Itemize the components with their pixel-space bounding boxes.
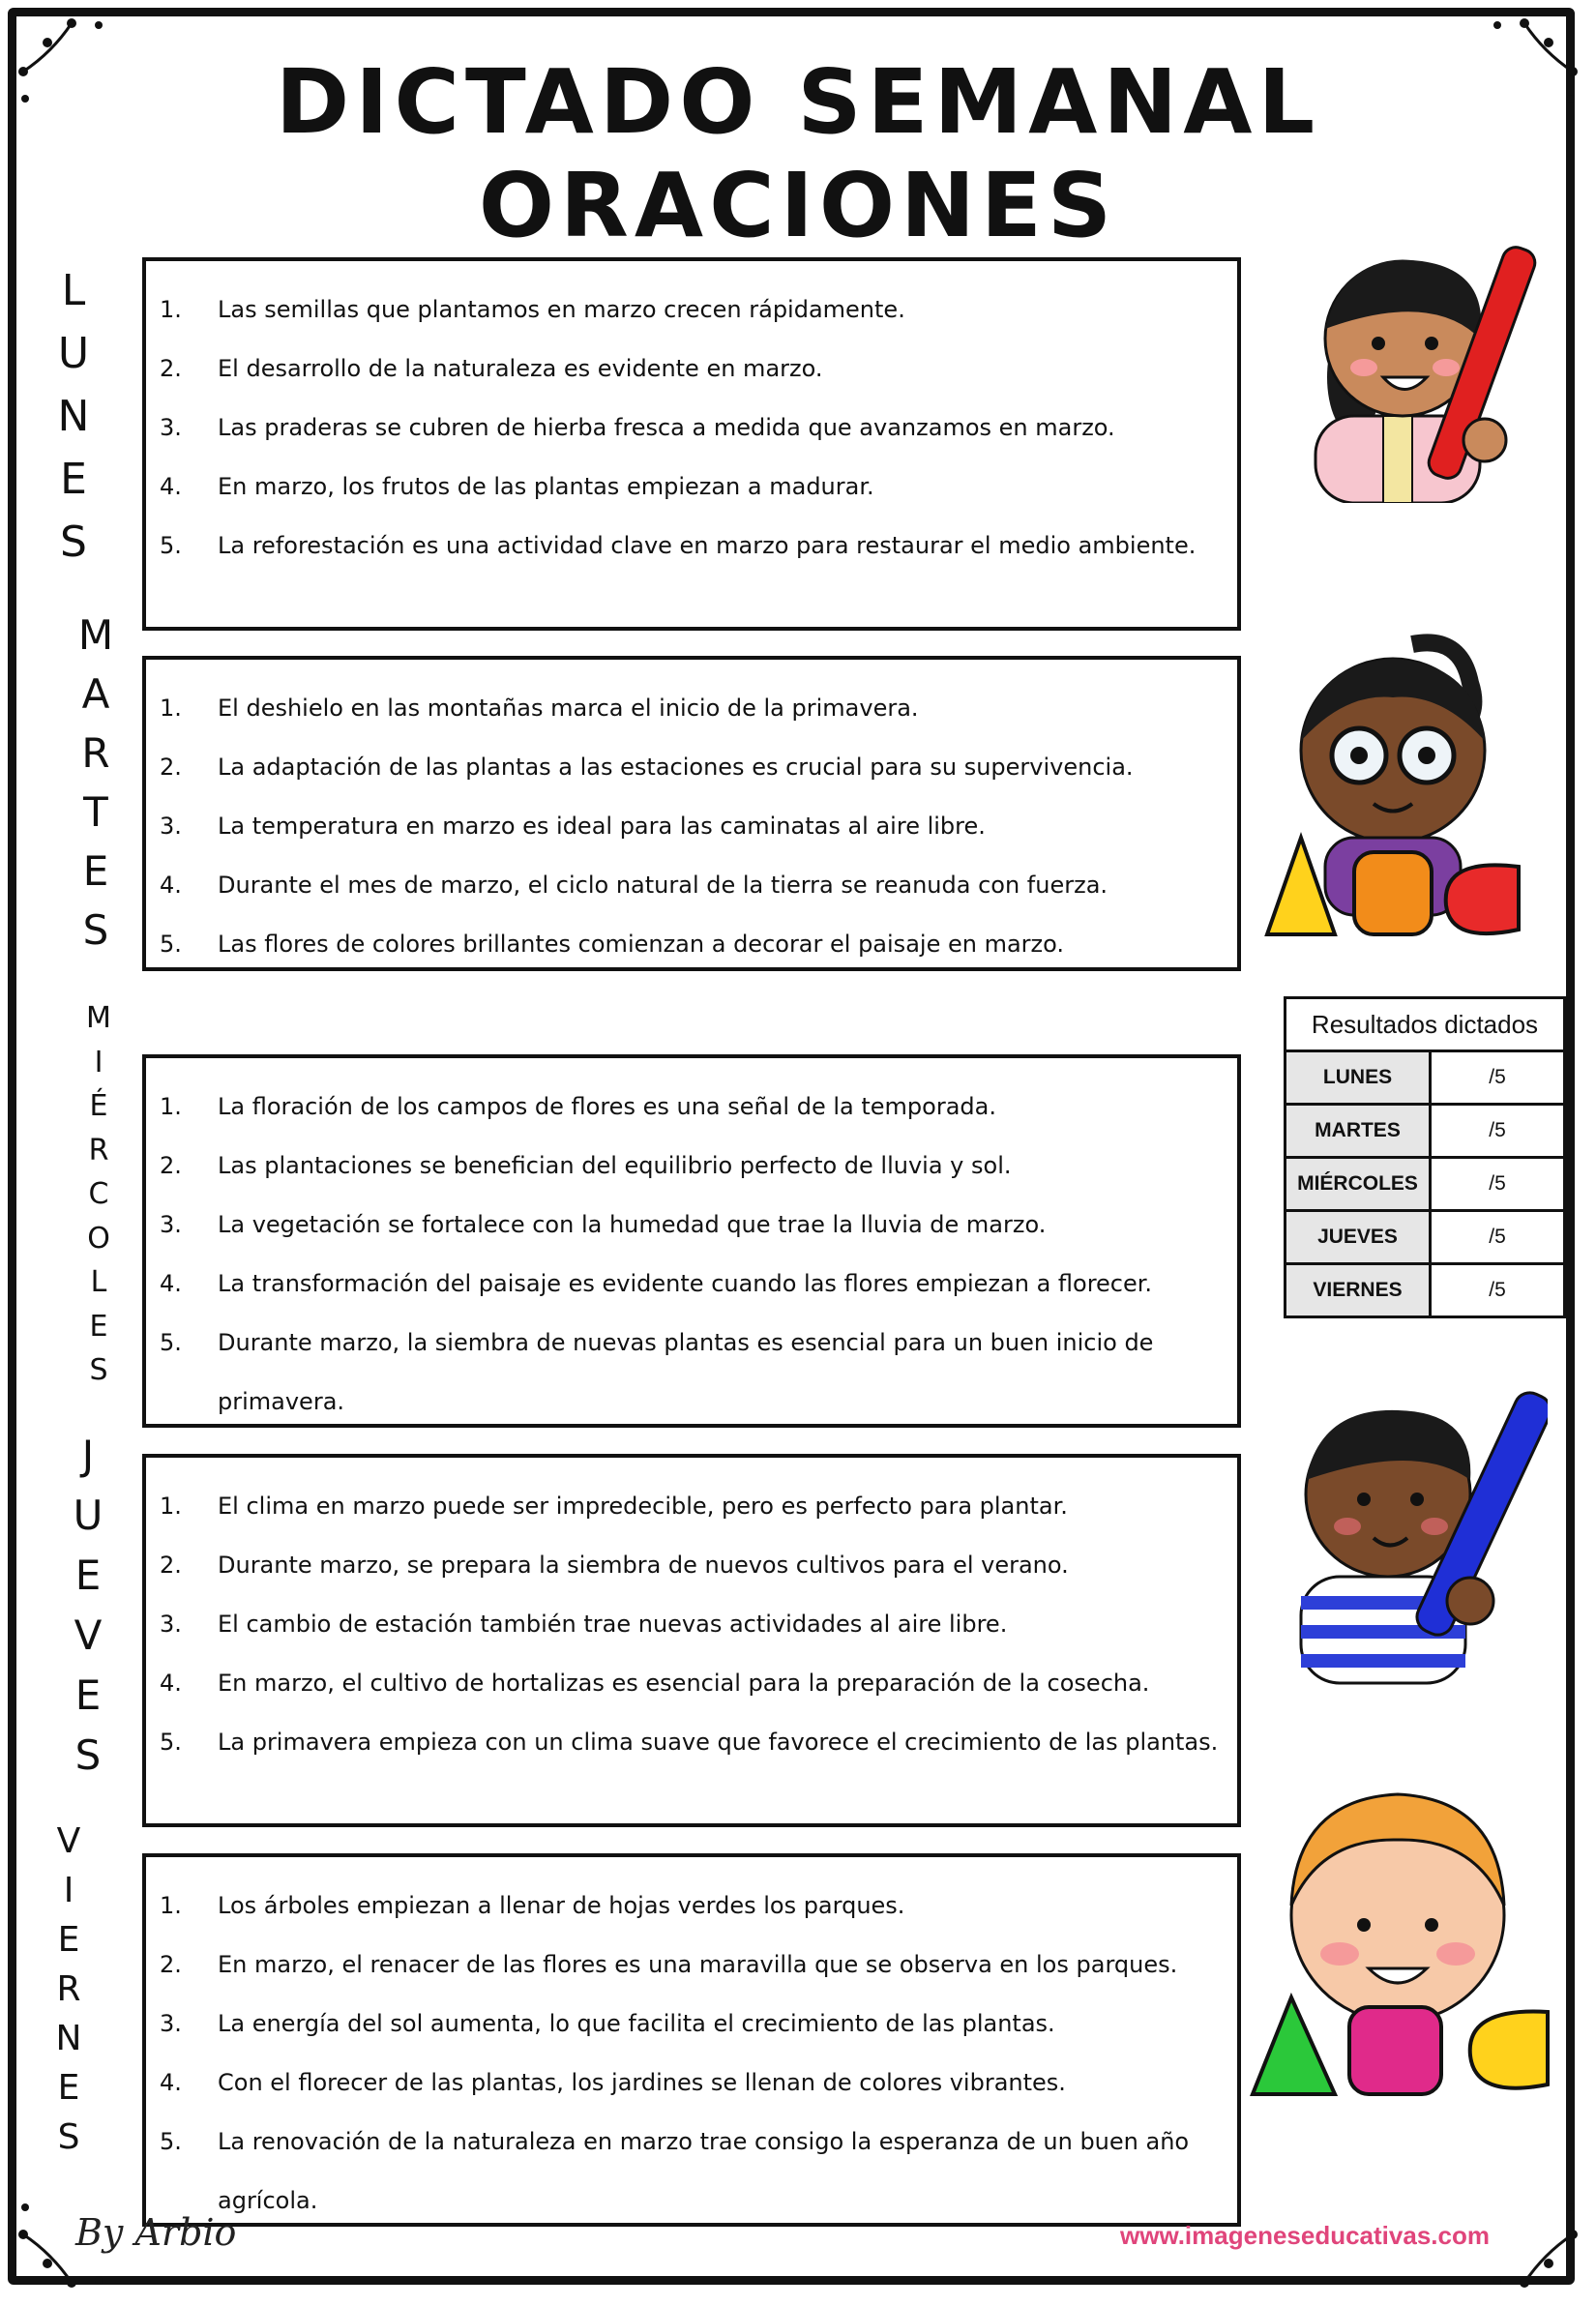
sentence-box-jueves <box>142 1454 1241 1827</box>
website-link[interactable]: www.imageneseducativas.com <box>1120 2221 1490 2250</box>
sentence-item: 5. Durante marzo, la siembra de nuevas plantas es esencial para un buen inicio de primavera. <box>160 1329 1154 1415</box>
sentence-item: 1. El clima en marzo puede ser impredecible, pero es perfecto para plantar. <box>160 1493 1068 1520</box>
sentence-item: 2. Durante marzo, se prepara la siembra de nuevos cultivos para el verano. <box>160 1552 1069 1579</box>
boy-with-blue-pencil-icon <box>1262 1383 1548 1693</box>
results-header: Resultados dictados <box>1286 998 1565 1051</box>
sentence-item: 5. Las flores de colores brillantes comienzan a decorar el paisaje en marzo. <box>160 931 1065 958</box>
sentence-box-lunes <box>142 257 1241 631</box>
sentence-item: 4. En marzo, los frutos de las plantas empiezan a madurar. <box>160 473 874 500</box>
girl-with-glasses-abc-blocks-icon <box>1248 625 1538 944</box>
corner-flourish-icon <box>1476 2186 1582 2292</box>
day-label-miercoles: M I É R C O L E S <box>86 1001 111 1387</box>
sentence-item: 3. Las praderas se cubren de hierba fresca a medida que avanzamos en marzo. <box>160 414 1115 441</box>
boy-with-abc-blocks-icon <box>1243 1770 1552 2099</box>
day-label-lunes: L U N E S <box>57 266 90 567</box>
day-label-viernes: V I E R N E S <box>55 1821 82 2157</box>
table-row: MARTES /5 <box>1286 1105 1565 1158</box>
sentence-item: 4. Con el florecer de las plantas, los jardines se llenan de colores vibrantes. <box>160 2069 1066 2096</box>
sentence-item: 2. Las plantaciones se benefician del equilibrio perfecto de lluvia y sol. <box>160 1152 1012 1179</box>
sentence-item: 4. En marzo, el cultivo de hortalizas es esencial para la preparación de la cosecha. <box>160 1670 1150 1697</box>
sentence-box-miercoles <box>142 1054 1241 1428</box>
sentence-item: 2. El desarrollo de la naturaleza es evidente en marzo. <box>160 355 823 382</box>
sentence-item: 3. La vegetación se fortalece con la humedad que trae la lluvia de marzo. <box>160 1211 1047 1238</box>
sentence-item: 1. La floración de los campos de flores es una señal de la temporada. <box>160 1093 996 1120</box>
sentence-box-martes <box>142 656 1241 971</box>
girl-with-red-pencil-icon <box>1277 232 1557 503</box>
table-row: VIERNES /5 <box>1286 1264 1565 1317</box>
day-label-jueves: J U E V E S <box>73 1432 103 1779</box>
table-row: MIÉRCOLES /5 <box>1286 1158 1565 1211</box>
sentence-item: 4. Durante el mes de marzo, el ciclo natural de la tierra se reanuda con fuerza. <box>160 872 1108 899</box>
sentence-item: 2. En marzo, el renacer de las flores es una maravilla que se observa en los parques. <box>160 1951 1178 1978</box>
sentence-item: 3. La energía del sol aumenta, lo que facilita el crecimiento de las plantas. <box>160 2010 1055 2037</box>
sentence-box-viernes <box>142 1853 1241 2227</box>
signature: By Arbio <box>75 2211 237 2254</box>
sentence-item: 1. Las semillas que plantamos en marzo crecen rápidamente. <box>160 296 905 323</box>
sentence-item: 1. El deshielo en las montañas marca el inicio de la primavera. <box>160 695 919 722</box>
sentence-item: 4. La transformación del paisaje es evidente cuando las flores empiezan a florecer. <box>160 1270 1153 1297</box>
results-table <box>1284 996 1566 1318</box>
sentence-item: 3. La temperatura en marzo es ideal para las caminatas al aire libre. <box>160 813 986 840</box>
table-row: JUEVES /5 <box>1286 1211 1565 1264</box>
sentence-item: 1. Los árboles empiezan a llenar de hojas verdes los parques. <box>160 1892 905 1919</box>
sentence-item: 5. La renovación de la naturaleza en marzo trae consigo la esperanza de un buen año agrícola. <box>160 2128 1190 2214</box>
table-row: LUNES /5 <box>1286 1051 1565 1105</box>
sentence-item: 5. La primavera empieza con un clima suave que favorece el crecimiento de las plantas. <box>160 1729 1219 1756</box>
sentence-item: 2. La adaptación de las plantas a las estaciones es crucial para su supervivencia. <box>160 754 1134 781</box>
page-title: DICTADO SEMANAL ORACIONES <box>275 50 1321 257</box>
sentence-item: 5. La reforestación es una actividad clave en marzo para restaurar el medio ambiente. <box>160 532 1197 559</box>
day-label-martes: M A R T E S <box>77 611 114 954</box>
sentence-item: 3. El cambio de estación también trae nuevas actividades al aire libre. <box>160 1611 1008 1638</box>
